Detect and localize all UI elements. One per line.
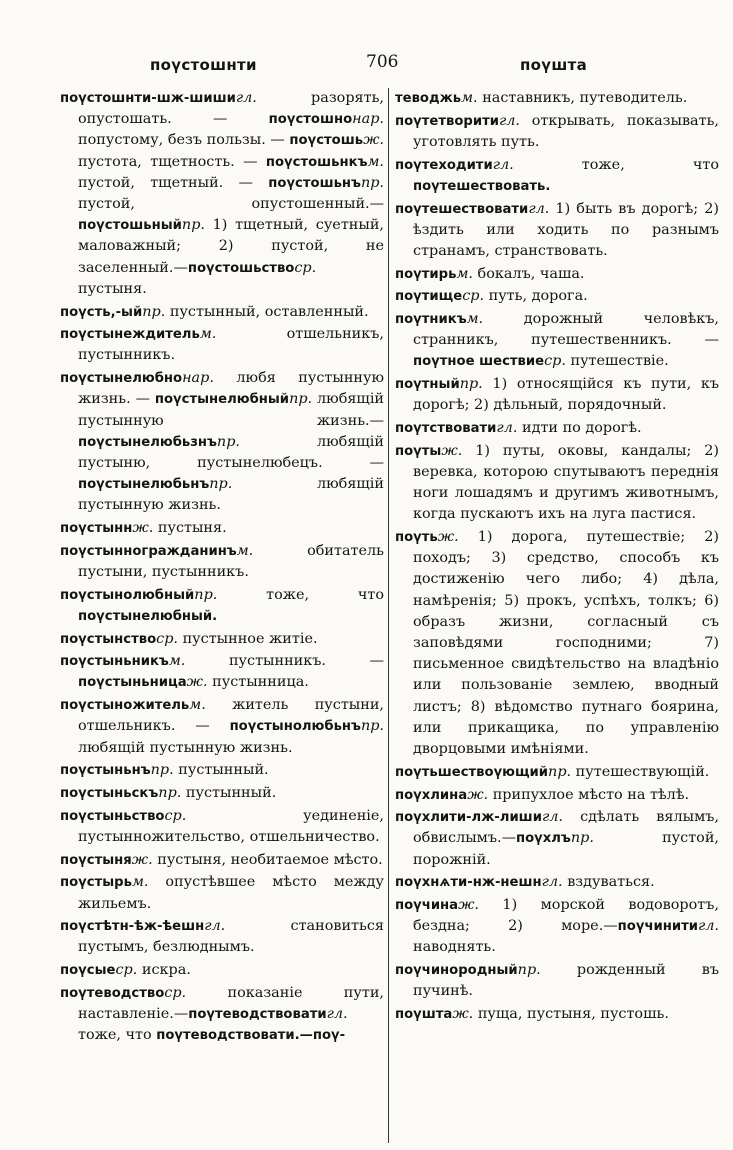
grammar-label: ж. [458,897,480,914]
grammar-label: ср. [462,288,485,305]
grammar-label: пр. [142,303,166,320]
grammar-label: м. [189,697,206,714]
definition-text: разорять, опустошать. — [78,90,384,128]
dictionary-entry [60,368,384,516]
dictionary-entry [395,960,719,1002]
running-head [0,50,733,80]
headword: поүты [395,443,442,459]
headword: поүстыньникъ [60,654,169,670]
dictionary-entry [395,309,719,373]
grammar-label: ж. [132,520,154,537]
definition-text: вздуваться. [562,874,655,891]
headword: поүстошьнъ [268,175,361,191]
headword: поүстошьный [78,218,182,234]
headword: поүстыньство [60,808,165,824]
grammar-label: м. [466,311,484,328]
dictionary-entry [60,850,384,871]
grammar-label: пр. [216,433,240,450]
grammar-label: м. [199,326,217,343]
grammar-label: ср. [164,807,187,824]
grammar-label: м. [131,874,149,891]
dictionary-entry [60,518,384,539]
definition-text: пустыня. [153,520,227,537]
headword: поүтище [395,289,463,305]
grammar-label: ж. [441,442,463,459]
definition-text: 1) относящійся къ пути, къ дорогѣ; 2) дѣльный, порядочный. [413,376,719,414]
definition-text: 1) дорога, путешествіе; 2) походъ; 3) средство, способъ къ достиженію чего либо; 4) дѣла, намѣренія; 5) прокъ, успѣхъ, толкъ; 6) образъ жизни, согласный съ заповѣдями господними; 7) письменное свидѣтельство на владѣніо или пользованіе землею, вводный листъ; 8) вѣдомство путнаго боярина, или прикащика, по управленію дворцовыми имѣніями. [413,529,719,758]
grammar-label: пр. [289,391,313,408]
headword: поүтешествовати [395,201,529,217]
dictionary-entry [395,527,719,760]
definition-text: тоже, что [513,156,719,173]
headword: поүстынелюбно [60,371,183,387]
headword: поүстынелюбьзнъ [78,434,217,450]
headword: поүстыньнъ [60,763,151,779]
dictionary-entry [395,762,719,783]
grammar-label: пр. [150,762,174,779]
grammar-label: ср. [115,962,138,979]
headword: поүстынелюбный. [78,608,218,624]
dictionary-entry [60,88,384,300]
definition-text: пустыня. [78,280,147,297]
dictionary-entry [395,872,719,893]
headword: поүстынолюбьнъ [229,719,361,735]
dictionary-entry [395,785,719,806]
grammar-label: нар. [182,370,214,387]
left-column [60,88,388,1143]
definition-text: путешествующій. [571,763,710,780]
grammar-label: пр. [360,718,384,735]
grammar-label: м. [236,542,254,559]
definition-text: опустѣвшее мѣсто между жильемъ. [78,874,384,912]
headword: поүтникъ [395,312,467,328]
running-head-left-word: поүстошнти [150,56,257,74]
headword: поүстошь [289,133,364,149]
headword: поүстынолюбный [60,587,195,603]
headword: поүшта [395,1007,453,1023]
grammar-label: гл. [528,200,550,217]
definition-text: 1) морской водоворотъ, бездна; 2) море.— [413,897,719,935]
definition-text: попустому, безъ пользы. — [78,132,290,149]
definition-text: идти по дорогѣ. [517,420,642,437]
definition-text: 1) тщетный, суетный, маловажный; 2) пустой, не заселенный.— [78,217,384,276]
dictionary-entry [395,88,719,109]
headword: поүстынногражданинъ [60,543,237,559]
definition-text: рожденный въ пучинѣ. [413,962,719,1000]
headword: поүчинити [617,919,698,935]
grammar-label: пр. [158,785,182,801]
headword: поүстырь [60,875,132,891]
definition-text: тоже, что [78,1027,157,1044]
grammar-label: гл. [496,420,518,437]
definition-text: пустынный. [181,785,277,801]
headword: теводжь [395,91,462,106]
definition-text: сдѣлать вялымъ, обвислымъ.— [413,809,719,847]
grammar-label: гл. [235,90,257,106]
grammar-label: пр. [570,830,594,847]
headword: поүтешествовать. [413,178,551,194]
headword: поүтьшествоүющий [395,764,549,780]
headword: поүстѣтн-ѣж-ѣешн [60,919,205,935]
grammar-label: ж. [437,529,459,546]
grammar-label: гл. [498,112,520,129]
grammar-label: м. [461,90,478,106]
definition-text: отшельникъ, пустынникъ. [78,326,384,364]
headword: поүхлина [395,787,468,803]
grammar-label: пр. [181,217,205,234]
headword: поүтеходити [395,157,493,173]
dictionary-entry [395,1004,719,1025]
definition-text: путь, дорога. [484,288,588,305]
dictionary-entry [60,651,384,693]
definition-text: открывать, показывать, уготовлять путь. [413,112,719,150]
headword: поүстынство [60,631,157,647]
definition-text: пустыня, необитаемое мѣсто. [152,851,383,868]
dictionary-entry [60,302,384,323]
dictionary-entry [395,111,719,153]
dictionary-entry [60,629,384,650]
headword: поүстынн [60,521,133,537]
headword: поүстыньница [78,675,187,691]
grammar-label: гл. [204,918,226,935]
dictionary-entry [395,374,719,416]
headword: поүтное шествие [413,354,545,370]
headword: поүтеводствовати.—поү- [156,1028,346,1044]
headword: поүстошьство [187,260,295,276]
headword: поүстошнти-шж-шиши [60,91,236,106]
grammar-label: ж. [467,786,489,803]
definition-text: наставникъ, путеводитель. [477,90,688,106]
definition-text: пуща, пустыня, пустошь. [473,1006,669,1023]
definition-text: пустой, опустошенный.— [78,196,384,213]
dictionary-entry [395,441,719,526]
definition-text: любящій пустынную жизнь. [78,476,384,514]
headword: поүстынелюбьнъ [78,477,210,493]
headword: поүстынеждитель [60,327,200,343]
grammar-label: м. [367,153,384,170]
grammar-label: ср. [294,259,317,276]
grammar-label: ж. [131,851,153,868]
grammar-label: м. [168,653,186,670]
definition-text: любящій пустынную жизнь. [78,739,293,756]
definition-text: показаніе пути, наставленіе.— [78,984,384,1023]
headword: поүчина [395,898,459,914]
definition-text: наводнять. [413,939,496,956]
headword: поүхлъ [516,831,571,847]
dictionary-entry [395,155,719,197]
dictionary-entry [60,916,384,958]
dictionary-entry [60,695,384,759]
definition-text: пустынное житіе. [178,630,318,647]
dictionary-entry [60,983,384,1047]
definition-text: тоже, что [217,586,384,603]
page-number: 706 [366,52,399,72]
headword: поүстошьнкъ [265,154,368,170]
definition-text: пустынный. [173,762,269,779]
dictionary-entry [60,783,384,804]
headword: поүстыня [60,852,132,868]
definition-text: пустой, порожній. [413,830,719,868]
dictionary-entry [60,585,384,627]
grammar-label: нар. [352,111,384,128]
definition-text: житель пустыни, отшельникъ. — [78,697,384,735]
dictionary-entry [395,286,719,307]
dictionary-entry [395,807,719,871]
grammar-label: гл. [492,156,514,173]
headword: поүхлити-лж-лиши [395,810,542,826]
headword: поүть [395,530,438,546]
definition-text: любящій пустыню, пустынелюбецъ. — [78,433,384,471]
headword: поүстыножитель [60,698,190,714]
headword: поүтеводство [60,985,165,1001]
headword: поүсть,-ый [60,304,143,320]
dictionary-entry [60,760,384,781]
right-column [389,88,719,1143]
grammar-label: ж. [363,132,384,149]
definition-text: 1) путы, оковы, кандалы; 2) веревка, которою спутываютъ переднія ноги лошадямъ и другимъ животнымъ, когда пускаютъ ихъ на луга пастися. [413,442,719,523]
headword: поүтеводствовати [188,1007,327,1023]
grammar-label: ср. [544,353,566,370]
definition-text: путешествіе. [565,353,669,370]
dictionary-entry [395,264,719,285]
definition-text: искра. [137,962,191,979]
dictionary-entry [395,418,719,439]
grammar-label: м. [456,265,473,282]
definition-text: пустынникъ. — [185,653,384,670]
headword: поүтный [395,377,460,393]
grammar-label: пр. [360,174,384,191]
definition-text: любящій пустынную жизнь.— [78,391,385,429]
headword: поүстынелюбный [154,392,290,408]
definition-text: припухлое мѣсто на тѣлѣ. [488,786,690,803]
dictionary-entry [60,324,384,366]
definition-text: пустынница. [207,674,309,691]
grammar-label: пр. [209,476,233,493]
dictionary-entry [60,872,384,914]
headword: поүстошно [268,112,353,128]
headword: поүтствовати [395,421,497,437]
headword: поүтирь [395,266,457,282]
dictionary-entry [60,541,384,583]
headword: поүстыньскъ [60,786,159,801]
dictionary-entry [60,960,384,981]
grammar-label: гл. [697,918,719,935]
grammar-label: гл. [541,874,563,891]
grammar-label: гл. [326,1006,348,1023]
running-head-right-word: поүшта [520,56,587,74]
grammar-label: пр. [459,376,483,393]
dictionary-entry [60,806,384,848]
grammar-label: гл. [541,809,563,826]
grammar-label: ср. [164,984,187,1001]
text-columns [60,88,720,1143]
grammar-label: ж. [452,1006,474,1023]
headword: поүхнѧти-нж-нешн [395,875,542,891]
headword: поүсые [60,963,116,979]
grammar-label: пр. [548,763,572,780]
headword: поүтетворити [395,113,499,129]
dictionary-entry [395,895,719,959]
definition-text: 1) быть въ дорогѣ; 2) ѣздить или ходить по разнымъ странамъ, странствовать. [413,200,719,259]
dictionary-entry [395,199,719,263]
grammar-label: ж. [186,674,208,691]
definition-text: обитатель пустыни, пустынникъ. [78,542,384,580]
grammar-label: ср. [156,630,178,647]
definition-text: дорожный человѣкъ, странникъ, путешественникъ. — [413,311,719,349]
grammar-label: пр. [517,962,541,979]
definition-text: любя пустынную жизнь. — [78,370,384,408]
headword: поүчинородный [395,963,518,979]
grammar-label: пр. [194,586,218,603]
definition-text: становиться пустымъ, безлюднымъ. [78,918,384,956]
definition-text: пустота, тщетность. — [78,153,266,170]
definition-text: уединеніе, пустынножительство, отшельничество. [78,807,384,845]
definition-text: пустой, тщетный. — [78,174,269,191]
definition-text: пустынный, оставленный. [165,303,369,320]
definition-text: бокалъ, чаша. [472,265,585,282]
